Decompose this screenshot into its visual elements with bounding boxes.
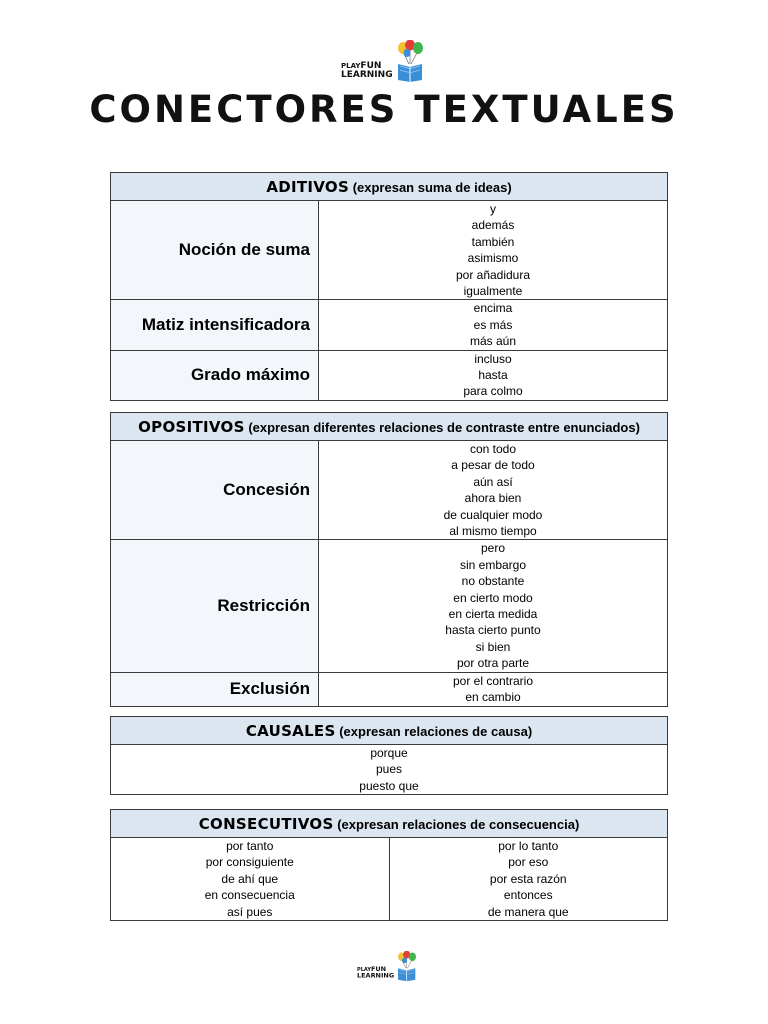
connector-item: igualmente <box>463 284 523 299</box>
connector-item: en consecuencia <box>204 888 295 903</box>
connector-item: en cierta medida <box>448 607 538 622</box>
connector-item: de cualquier modo <box>443 507 543 522</box>
connector-item: por otra parte <box>456 656 530 671</box>
connector-item: y <box>490 202 496 216</box>
logo-fun: FUN <box>360 61 382 71</box>
connector-item: por lo tanto <box>498 839 559 853</box>
connector-item: pues <box>375 762 403 777</box>
connector-list <box>111 745 668 795</box>
logo-play: PLAY <box>341 62 361 70</box>
connector-item: si bien <box>475 639 511 654</box>
logo-text <box>357 967 394 980</box>
category-label: Concesión <box>111 441 319 540</box>
connector-item: más aún <box>469 334 517 349</box>
aditivos-description: (expresan suma de ideas) <box>352 179 512 195</box>
logo-learning: LEARNING <box>357 972 395 980</box>
connector-item: así pues <box>227 904 273 919</box>
connector-item: además <box>471 218 515 233</box>
connector-item: también <box>471 234 515 249</box>
connector-item: por añadidura <box>455 267 531 282</box>
consecutivos-table <box>110 809 668 921</box>
connector-list <box>319 441 668 540</box>
connector-list-right <box>389 838 668 921</box>
connector-item: por eso <box>508 855 549 870</box>
connector-item: no obstante <box>461 574 525 589</box>
category-label: Matiz intensificadora <box>111 300 319 350</box>
table-row <box>111 350 668 400</box>
connector-item: entonces <box>503 888 553 903</box>
category-label: Restricción <box>111 540 319 672</box>
category-label: Grado máximo <box>111 350 319 400</box>
connector-item: porque <box>370 746 408 760</box>
opositivos-name: OPOSITIVOS <box>138 417 245 436</box>
table-row <box>111 745 668 795</box>
logo-play: PLAY <box>357 966 371 973</box>
connector-list <box>319 201 668 300</box>
connector-item: al mismo tiempo <box>449 524 537 539</box>
table-row <box>111 441 668 540</box>
connector-item: aún así <box>473 474 513 489</box>
logo-fun: FUN <box>370 966 387 974</box>
connector-item: puesto que <box>359 778 419 793</box>
aditivos-table <box>110 172 668 401</box>
connector-list <box>319 672 668 706</box>
category-label: Noción de suma <box>111 201 319 300</box>
connector-item: incluso <box>474 351 512 366</box>
connector-item: ahora bien <box>464 491 522 506</box>
connector-item: por el contrario <box>452 673 534 688</box>
opositivos-table <box>110 412 668 707</box>
table-row <box>111 672 668 706</box>
connector-item: por tanto <box>226 839 274 853</box>
connector-list <box>319 300 668 350</box>
category-label: Exclusión <box>111 672 319 706</box>
table-row <box>111 838 668 921</box>
connector-item: de ahí que <box>221 871 279 886</box>
connector-item: pero <box>480 541 506 556</box>
connector-list <box>319 540 668 672</box>
causales-description: (expresan relaciones de causa) <box>339 723 533 739</box>
table-row <box>111 201 668 300</box>
consecutivos-description: (expresan relaciones de consecuencia) <box>337 816 580 832</box>
causales-table <box>110 716 668 795</box>
connector-item: encima <box>473 301 513 316</box>
logo-text <box>341 62 393 80</box>
connector-item: es más <box>473 317 513 332</box>
connector-item: sin embargo <box>459 557 527 572</box>
balloon-book-icon <box>395 40 425 82</box>
connector-item: de manera que <box>487 904 569 919</box>
balloon-book-icon <box>396 951 418 981</box>
aditivos-name: ADITIVOS <box>266 177 350 196</box>
causales-header <box>111 717 668 745</box>
connector-item: para colmo <box>463 384 523 399</box>
connector-item: en cierto modo <box>453 590 533 605</box>
connector-list <box>319 350 668 400</box>
causales-name: CAUSALES <box>245 721 336 740</box>
connector-item: por consiguiente <box>205 855 294 870</box>
play-fun-learning-logo <box>341 40 425 82</box>
logo-learning: LEARNING <box>341 70 393 80</box>
consecutivos-name: CONSECUTIVOS <box>198 814 334 833</box>
connector-item: hasta cierto punto <box>445 623 541 638</box>
play-fun-learning-logo-footer <box>357 951 417 981</box>
connector-item: en cambio <box>465 690 521 705</box>
consecutivos-header <box>111 810 668 838</box>
connector-item: a pesar de todo <box>451 458 535 473</box>
table-row <box>111 540 668 672</box>
opositivos-description: (expresan diferentes relaciones de contraste entre enunciados) <box>248 419 640 435</box>
connector-item: hasta <box>478 368 508 383</box>
page-title: CONECTORES TEXTUALES <box>89 88 679 131</box>
aditivos-header <box>111 173 668 201</box>
connector-list-left <box>111 838 390 921</box>
connector-item: por esta razón <box>489 871 567 886</box>
connector-item: con todo <box>469 442 517 456</box>
connector-item: asimismo <box>467 251 519 266</box>
table-row <box>111 300 668 350</box>
opositivos-header <box>111 413 668 441</box>
